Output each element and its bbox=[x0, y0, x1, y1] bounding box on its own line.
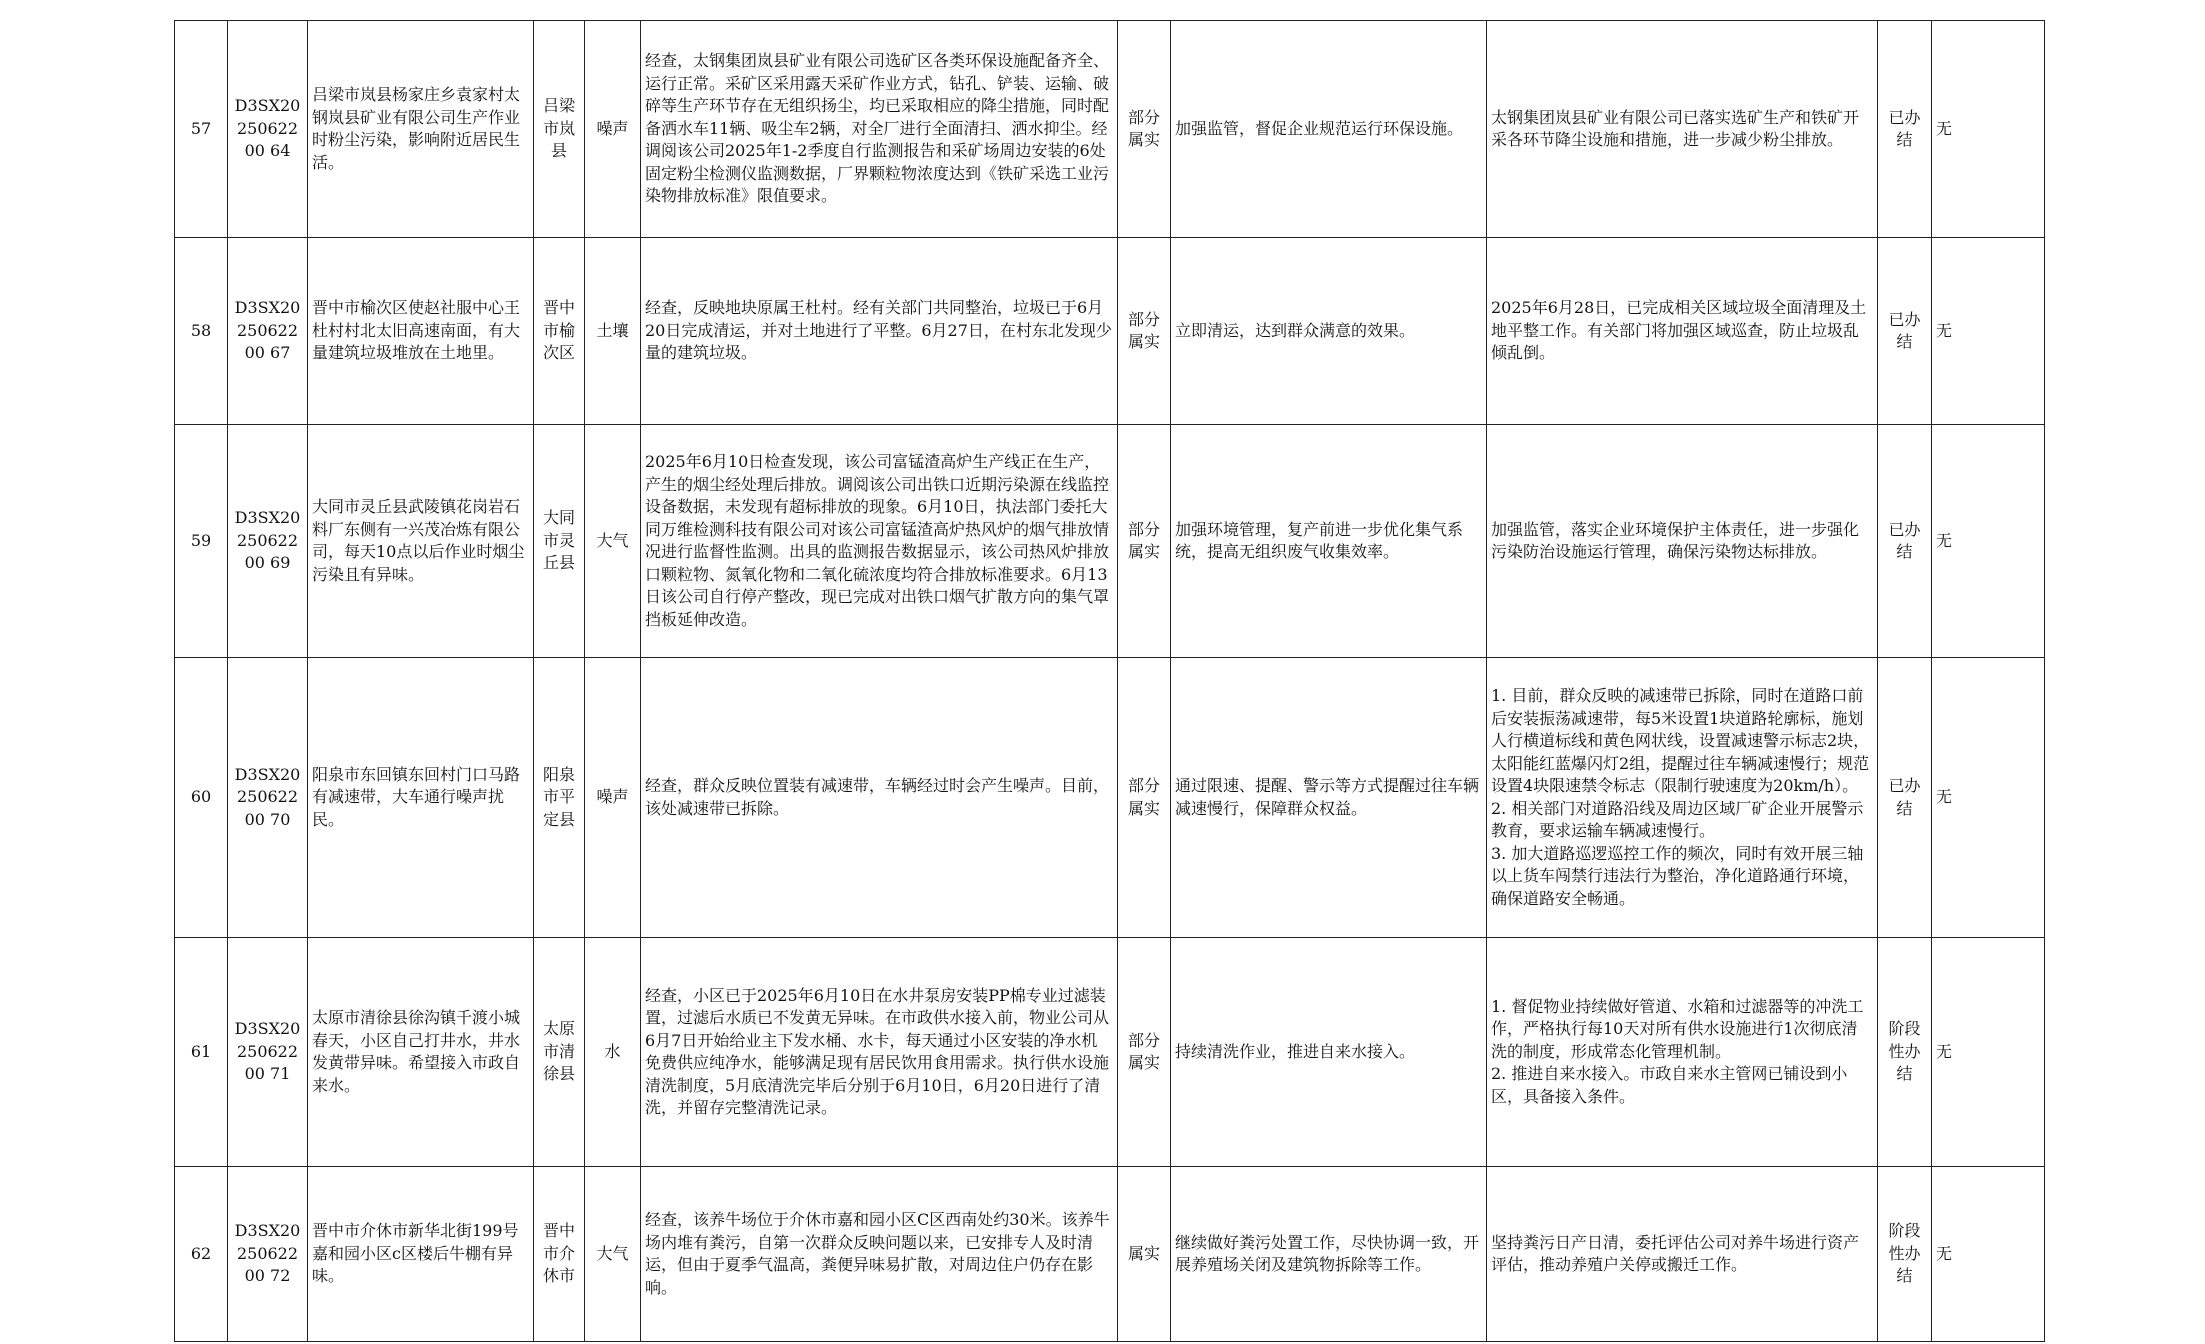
accountability: 无 bbox=[1932, 425, 2045, 658]
accountability: 无 bbox=[1932, 658, 2045, 938]
table-row bbox=[175, 1167, 2045, 1342]
table-row bbox=[175, 21, 2045, 238]
row-number: 60 bbox=[175, 658, 228, 938]
rectification-measures: 立即清运，达到群众满意的效果。 bbox=[1171, 238, 1487, 425]
pollution-type: 噪声 bbox=[585, 21, 641, 238]
pollution-type: 噪声 bbox=[585, 658, 641, 938]
investigation-findings: 经查，小区已于2025年6月10日在水井泵房安装PP棉专业过滤装置，过滤后水质已不发黄无异味。在市政供水接入前，物业公司从6月7日开始给业主下发水桶、水卡，每天通过小区安装的净水机免费供应纯净水，能够满足现有居民饮用食用需求。执行供水设施清洗制度，5月底清洗完毕后分别于6月10日，6月20日进行了清洗，并留存完整清洗记录。 bbox=[641, 938, 1118, 1167]
case-code: D3SX2025062200 72 bbox=[228, 1167, 308, 1342]
admin-area: 吕梁市岚县 bbox=[534, 21, 585, 238]
case-code: D3SX2025062200 64 bbox=[228, 21, 308, 238]
pollution-type: 大气 bbox=[585, 425, 641, 658]
rectification-measures: 持续清洗作业，推进自来水接入。 bbox=[1171, 938, 1487, 1167]
table-row bbox=[175, 938, 2045, 1167]
pollution-type: 大气 bbox=[585, 1167, 641, 1342]
closure-status: 已办结 bbox=[1878, 21, 1932, 238]
case-code: D3SX2025062200 67 bbox=[228, 238, 308, 425]
table-row bbox=[175, 238, 2045, 425]
rectification-measures: 通过限速、提醒、警示等方式提醒过往车辆减速慢行，保障群众权益。 bbox=[1171, 658, 1487, 938]
rectification-progress: 1. 目前，群众反映的减速带已拆除，同时在道路口前后安装振荡减速带，每5米设置1块道路轮廓标，施划人行横道标线和黄色网状线，设置减速警示标志2块，太阳能红蓝爆闪灯2组，提醒过往车辆减速慢行；规范设置4块限速禁令标志（限制行驶速度为20km/h）。 2. 相关部门对道路沿线及周边区域厂矿企业开展警示教育，要求运输车辆减速慢行。 3. 加大道路巡逻巡控工作的频次，同时有效开展三轴以上货车闯禁行违法行为整治，净化道路通行环境，确保道路安全畅通。 bbox=[1487, 658, 1878, 938]
admin-area: 大同市灵丘县 bbox=[534, 425, 585, 658]
row-number: 59 bbox=[175, 425, 228, 658]
case-code: D3SX2025062200 70 bbox=[228, 658, 308, 938]
investigation-findings: 经查，反映地块原属王杜村。经有关部门共同整治，垃圾已于6月20日完成清运，并对土地进行了平整。6月27日，在村东北发现少量的建筑垃圾。 bbox=[641, 238, 1118, 425]
rectification-measures: 继续做好粪污处置工作，尽快协调一致，开展养殖场关闭及建筑物拆除等工作。 bbox=[1171, 1167, 1487, 1342]
investigation-findings: 经查，该养牛场位于介休市嘉和园小区C区西南处约30米。该养牛场内堆有粪污，自第一次群众反映问题以来，已安排专人及时清运，但由于夏季气温高，粪便异味易扩散，对周边住户仍存在影响。 bbox=[641, 1167, 1118, 1342]
complaint-content: 太原市清徐县徐沟镇千渡小城春天，小区自己打井水，井水发黄带异味。希望接入市政自来水。 bbox=[308, 938, 534, 1167]
closure-status: 已办结 bbox=[1878, 425, 1932, 658]
closure-status: 阶段性办结 bbox=[1878, 1167, 1932, 1342]
accountability: 无 bbox=[1932, 21, 2045, 238]
verification-result: 部分属实 bbox=[1118, 658, 1171, 938]
rectification-progress: 加强监管，落实企业环境保护主体责任，进一步强化污染防治设施运行管理，确保污染物达标排放。 bbox=[1487, 425, 1878, 658]
admin-area: 晋中市榆次区 bbox=[534, 238, 585, 425]
rectification-measures: 加强监管，督促企业规范运行环保设施。 bbox=[1171, 21, 1487, 238]
verification-result: 部分属实 bbox=[1118, 238, 1171, 425]
investigation-findings: 经查，太钢集团岚县矿业有限公司选矿区各类环保设施配备齐全、运行正常。采矿区采用露天采矿作业方式，钻孔、铲装、运输、破碎等生产环节存在无组织扬尘，均已采取相应的降尘措施，同时配备洒水车11辆、吸尘车2辆，对全厂进行全面清扫、洒水抑尘。经调阅该公司2025年1-2季度自行监测报告和采矿场周边安装的6处固定粉尘检测仪监测数据，厂界颗粒物浓度达到《铁矿采选工业污染物排放标准》限值要求。 bbox=[641, 21, 1118, 238]
row-number: 62 bbox=[175, 1167, 228, 1342]
verification-result: 部分属实 bbox=[1118, 425, 1171, 658]
accountability: 无 bbox=[1932, 938, 2045, 1167]
pollution-type: 土壤 bbox=[585, 238, 641, 425]
case-code: D3SX2025062200 71 bbox=[228, 938, 308, 1167]
rectification-progress: 太钢集团岚县矿业有限公司已落实选矿生产和铁矿开采各环节降尘设施和措施，进一步减少粉尘排放。 bbox=[1487, 21, 1878, 238]
complaint-content: 晋中市介休市新华北街199号嘉和园小区c区楼后牛棚有异味。 bbox=[308, 1167, 534, 1342]
verification-result: 属实 bbox=[1118, 1167, 1171, 1342]
rectification-progress: 1. 督促物业持续做好管道、水箱和过滤器等的冲洗工作，严格执行每10天对所有供水设施进行1次彻底清洗的制度，形成常态化管理机制。 2. 推进自来水接入。市政自来水主管网已铺设到小区，具备接入条件。 bbox=[1487, 938, 1878, 1167]
rectification-measures: 加强环境管理，复产前进一步优化集气系统，提高无组织废气收集效率。 bbox=[1171, 425, 1487, 658]
case-code: D3SX2025062200 69 bbox=[228, 425, 308, 658]
document-page bbox=[174, 20, 2044, 1342]
table-row bbox=[175, 658, 2045, 938]
complaint-content: 吕梁市岚县杨家庄乡袁家村太钢岚县矿业有限公司生产作业时粉尘污染，影响附近居民生活。 bbox=[308, 21, 534, 238]
complaint-content: 大同市灵丘县武陵镇花岗岩石料厂东侧有一兴茂冶炼有限公司，每天10点以后作业时烟尘污染且有异味。 bbox=[308, 425, 534, 658]
complaint-content: 晋中市榆次区使赵社服中心王杜村村北太旧高速南面，有大量建筑垃圾堆放在土地里。 bbox=[308, 238, 534, 425]
accountability: 无 bbox=[1932, 238, 2045, 425]
pollution-type: 水 bbox=[585, 938, 641, 1167]
row-number: 58 bbox=[175, 238, 228, 425]
investigation-findings: 2025年6月10日检查发现，该公司富锰渣高炉生产线正在生产，产生的烟尘经处理后排放。调阅该公司出铁口近期污染源在线监控设备数据，未发现有超标排放的现象。6月10日，执法部门委托大同万维检测科技有限公司对该公司富锰渣高炉热风炉的烟气排放情况进行监督性监测。出具的监测报告数据显示，该公司热风炉排放口颗粒物、氮氧化物和二氧化硫浓度均符合排放标准要求。6月13日该公司自行停产整改，现已完成对出铁口烟气扩散方向的集气罩挡板延伸改造。 bbox=[641, 425, 1118, 658]
rectification-progress: 坚持粪污日产日清，委托评估公司对养牛场进行资产评估，推动养殖户关停或搬迁工作。 bbox=[1487, 1167, 1878, 1342]
closure-status: 已办结 bbox=[1878, 658, 1932, 938]
investigation-findings: 经查，群众反映位置装有减速带，车辆经过时会产生噪声。目前，该处减速带已拆除。 bbox=[641, 658, 1118, 938]
complaint-content: 阳泉市东回镇东回村门口马路有减速带，大车通行噪声扰民。 bbox=[308, 658, 534, 938]
verification-result: 部分属实 bbox=[1118, 21, 1171, 238]
verification-result: 部分属实 bbox=[1118, 938, 1171, 1167]
closure-status: 已办结 bbox=[1878, 238, 1932, 425]
admin-area: 晋中市介休市 bbox=[534, 1167, 585, 1342]
complaint-table bbox=[174, 20, 2045, 1342]
closure-status: 阶段性办结 bbox=[1878, 938, 1932, 1167]
row-number: 57 bbox=[175, 21, 228, 238]
admin-area: 太原市清徐县 bbox=[534, 938, 585, 1167]
rectification-progress: 2025年6月28日，已完成相关区域垃圾全面清理及土地平整工作。有关部门将加强区域巡查，防止垃圾乱倾乱倒。 bbox=[1487, 238, 1878, 425]
admin-area: 阳泉市平定县 bbox=[534, 658, 585, 938]
accountability: 无 bbox=[1932, 1167, 2045, 1342]
table-row bbox=[175, 425, 2045, 658]
row-number: 61 bbox=[175, 938, 228, 1167]
